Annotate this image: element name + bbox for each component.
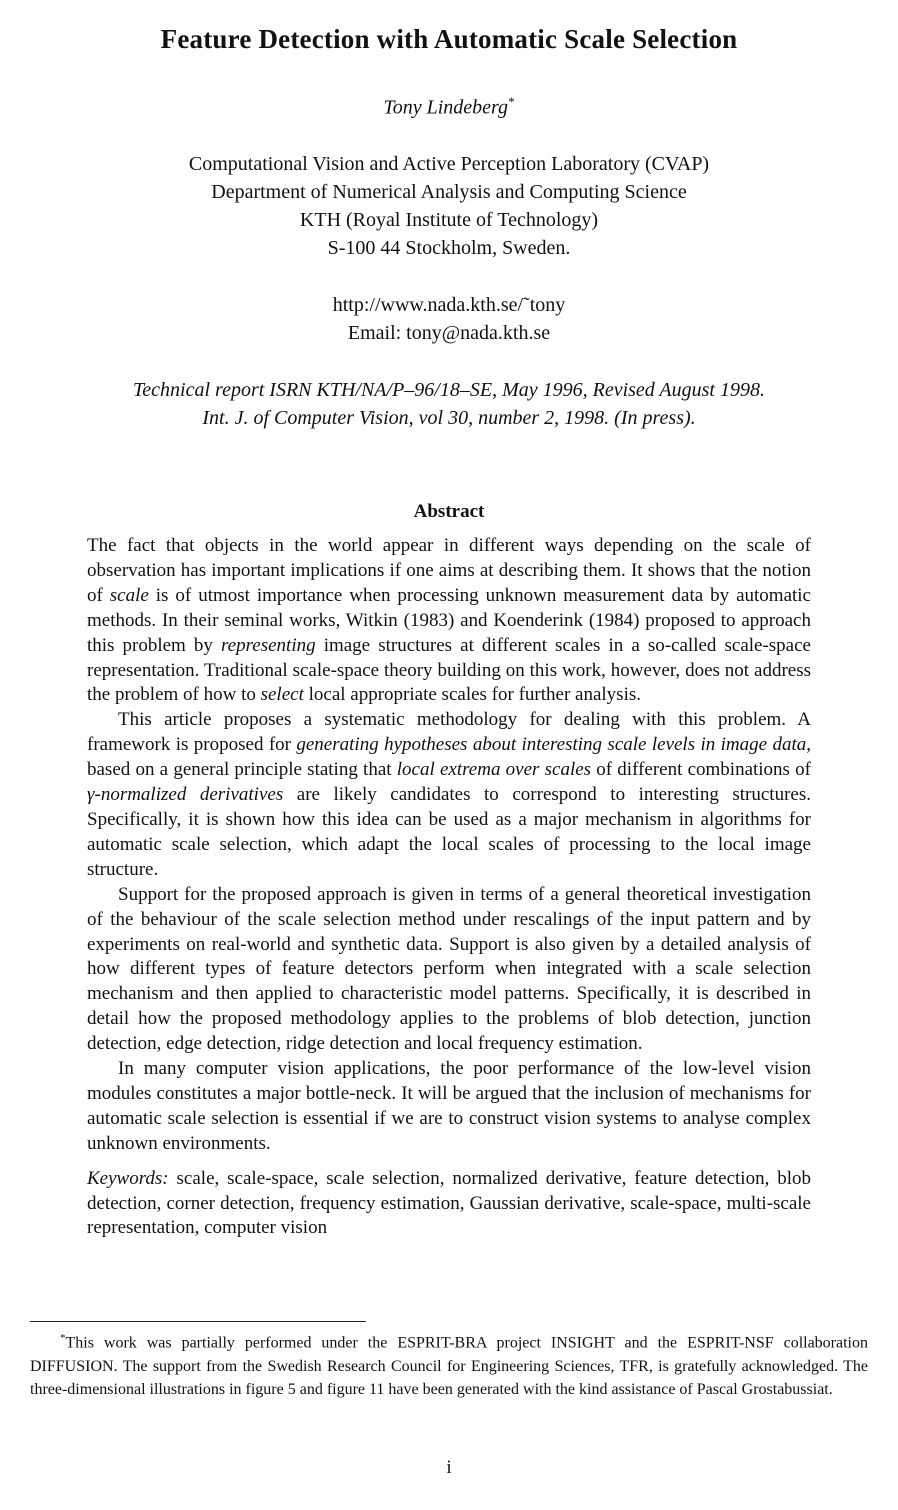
homepage-url: http://www.nada.kth.se/˜tony	[332, 294, 566, 316]
emphasis: γ-normalized derivatives	[87, 784, 284, 806]
text-run: image structures at different scales in a so-called scale-space representation. Traditional scale-space theory building on this work, however, does not address the problem of how to	[87, 634, 811, 706]
emphasis: generating hypotheses about interesting scale levels in image data	[296, 734, 807, 756]
author-name	[0, 94, 898, 120]
emphasis: representing	[220, 634, 316, 656]
text-run: The fact that objects in the world appear in different ways depending on the scale of observation has important implications if one aims at describing them. It shows that the notion of	[87, 535, 811, 606]
contact-block	[0, 291, 898, 347]
affiliation-line: S-100 44 Stockholm, Sweden.	[327, 237, 571, 259]
keywords-label: Keywords:	[87, 1167, 169, 1189]
author-footnote-mark: *	[508, 94, 515, 109]
abstract-paragraph-1	[87, 534, 811, 708]
abstract-heading: Abstract	[413, 501, 485, 522]
emphasis: select	[260, 684, 304, 706]
journal-line: Int. J. of Computer Vision, vol 30, number 2, 1998. (In press).	[202, 407, 696, 429]
text-run: of different combinations of	[591, 759, 811, 781]
text-run: This article proposes a systematic methodology for dealing with this problem. A framework is proposed for	[87, 709, 811, 756]
keywords	[87, 1167, 811, 1242]
text-run: is of utmost importance when processing unknown measurement data by automatic methods. In their seminal works, Witkin (1983) and Koenderink (1984) proposed to approach this problem by	[87, 584, 811, 656]
footnote-text: This work was partially performed under the ESPRIT-BRA project INSIGHT and the ESPRIT-NSF collaboration DIFFUSION. The support from the Swedish Research Council for Engineering Sciences, TFR, is gratefully acknowledged. The three-dimensional illustrations in figure 5 and figure 11 have been generated with the kind assistance of Pascal Grostabussiat.	[30, 1334, 868, 1398]
abstract-paragraph-4: In many computer vision applications, the poor performance of the low-level vision modules constitutes a major bottle-neck. It will be argued that the inclusion of mechanisms for automatic scale selection is essential if we are to construct vision systems to analyse complex unknown environments.	[87, 1058, 811, 1154]
footnote-rule	[30, 1321, 366, 1322]
abstract-paragraph-3: Support for the proposed approach is given in terms of a general theoretical investigation of the behaviour of the scale selection method under rescalings of the input pattern and by experiments on real-world and synthetic data. Support is also given by a detailed analysis of how different types of feature detectors perform when integrated with a scale selection mechanism and then applied to characteristic model patterns. Specifically, it is described in detail how the proposed methodology applies to the problems of blob detection, junction detection, edge detection, ridge detection and local frequency estimation.	[87, 883, 811, 1055]
affiliation-line: KTH (Royal Institute of Technology)	[299, 209, 599, 231]
affiliation-line: Computational Vision and Active Perception Laboratory (CVAP)	[188, 153, 710, 175]
footnote	[30, 1327, 868, 1401]
text-run: , based on a general principle stating that	[87, 734, 811, 781]
keywords-text: scale, scale-space, scale selection, normalized derivative, feature detection, blob detection, corner detection, frequency estimation, Gaussian derivative, scale-space, multi-scale representation, computer vision	[87, 1167, 812, 1239]
paper-title: Feature Detection with Automatic Scale Selection	[160, 24, 738, 54]
abstract-paragraph-2	[87, 708, 811, 882]
report-line: Technical report ISRN KTH/NA/P–96/18–SE, May 1996, Revised August 1998.	[133, 379, 765, 401]
affiliation-line: Department of Numerical Analysis and Computing Science	[211, 181, 687, 203]
emphasis: scale	[109, 584, 149, 606]
report-info	[0, 376, 898, 432]
author-text: Tony Lindeberg	[383, 96, 509, 119]
footnote-mark: *	[60, 1332, 66, 1344]
emphasis: local extrema over scales	[396, 759, 592, 781]
text-run: local appropriate scales for further analysis.	[303, 684, 641, 706]
affiliation-block	[0, 150, 898, 262]
abstract-body	[87, 534, 811, 1241]
text-run: are likely candidates to correspond to interesting structures. Specifically, it is shown how this idea can be used as a major mechanism in algorithms for automatic scale selection, which adapt the local scales of processing to the local image structure.	[87, 784, 811, 880]
email-line: Email: tony@nada.kth.se	[347, 322, 551, 344]
page-number: i	[446, 1457, 452, 1478]
